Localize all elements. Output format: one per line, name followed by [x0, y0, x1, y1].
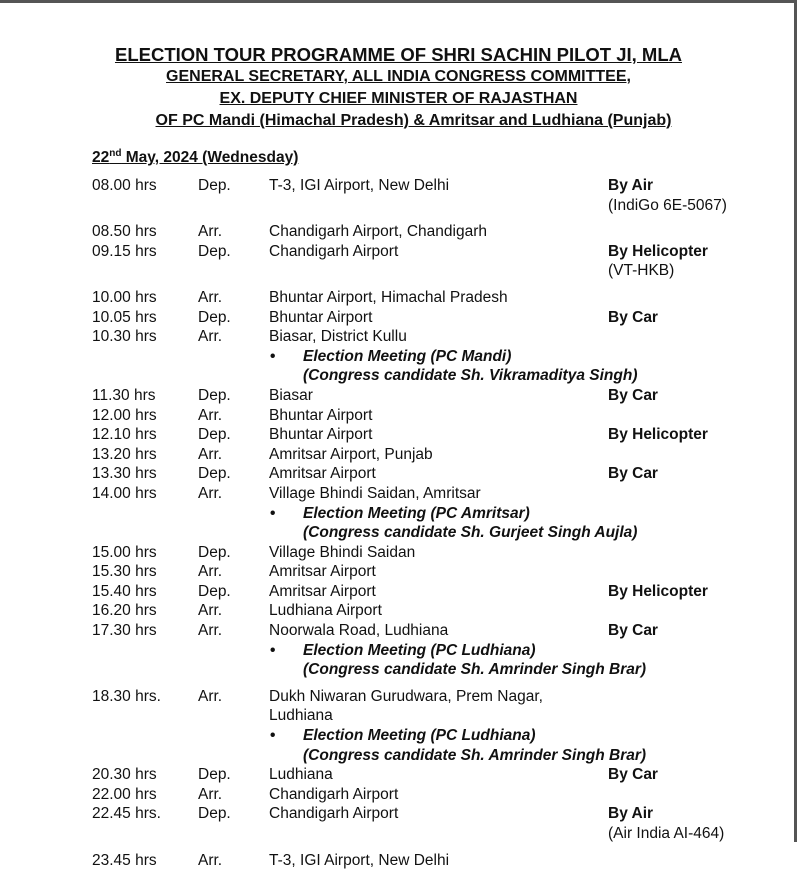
- row-place: Dukh Niwaran Gurudwara, Prem Nagar,: [269, 687, 543, 705]
- row-time: 08.00 hrs: [92, 177, 157, 194]
- row-action: Dep.: [198, 805, 231, 823]
- row-action: Arr.: [198, 484, 223, 502]
- row-time: 17.30 hrs: [92, 622, 157, 640]
- flight-number: (Air India AI-464): [608, 825, 725, 842]
- row-place: Chandigarh Airport: [269, 785, 399, 803]
- schedule-row: [0, 288, 797, 308]
- row-action: Arr.: [198, 851, 223, 869]
- schedule-row-detail: [0, 196, 797, 216]
- bullet-icon: •: [270, 347, 276, 365]
- row-action: Arr.: [198, 223, 223, 241]
- row-action: Dep.: [198, 543, 231, 561]
- meeting-candidate-row: [0, 660, 797, 680]
- row-time: 12.10 hrs: [92, 426, 157, 444]
- row-mode: By Car: [608, 465, 658, 483]
- document-title: ELECTION TOUR PROGRAMME OF SHRI SACHIN PILOT JI, MLA: [114, 44, 682, 65]
- row-mode: By Air: [608, 177, 654, 194]
- helicopter-registration: (VT-HKB): [608, 262, 675, 280]
- schedule-row: [0, 765, 797, 785]
- row-time: 22.45 hrs.: [92, 805, 161, 823]
- schedule-row: [0, 621, 797, 641]
- header-constituencies: OF PC Mandi (Himachal Pradesh) & Amritsar and Ludhiana (Punjab): [155, 112, 672, 129]
- row-action: Arr.: [198, 328, 223, 346]
- row-mode: By Car: [608, 766, 658, 784]
- schedule-row: [0, 785, 797, 805]
- date-day: 22: [92, 149, 110, 167]
- row-time: 12.00 hrs: [92, 406, 157, 424]
- schedule-row: [0, 327, 797, 347]
- row-place: Amritsar Airport: [269, 563, 376, 581]
- row-place-continued: Ludhiana: [269, 707, 333, 725]
- row-action: Arr.: [198, 687, 223, 705]
- row-time: 22.00 hrs: [92, 785, 157, 803]
- meeting-candidate: (Congress candidate Sh. Amrinder Singh Brar): [303, 661, 647, 679]
- row-time: 23.45 hrs: [92, 851, 157, 869]
- row-action: Dep.: [198, 465, 231, 483]
- row-time: 10.05 hrs: [92, 308, 157, 326]
- header-former-post: EX. DEPUTY CHIEF MINISTER OF RAJASTHAN: [219, 90, 578, 107]
- meeting-title: Election Meeting (PC Amritsar): [303, 504, 530, 522]
- row-place: Noorwala Road, Ludhiana: [269, 622, 449, 640]
- row-place: Village Bhindi Saidan, Amritsar: [269, 484, 481, 502]
- row-time: 11.30 hrs: [92, 386, 156, 404]
- row-action: Dep.: [198, 426, 231, 444]
- row-action: Arr.: [198, 622, 223, 640]
- row-time: 10.30 hrs: [92, 328, 157, 346]
- row-place: Chandigarh Airport: [269, 805, 399, 823]
- row-place: Bhuntar Airport, Himachal Pradesh: [269, 288, 508, 306]
- date-rest: May, 2024 (Wednesday): [121, 149, 299, 167]
- row-place: Bhuntar Airport: [269, 426, 373, 444]
- row-place: Village Bhindi Saidan: [269, 543, 416, 561]
- row-mode: By Car: [608, 386, 658, 404]
- row-place: Amritsar Airport: [269, 465, 376, 483]
- row-place: Bhuntar Airport: [269, 308, 373, 326]
- schedule-row: [0, 543, 797, 563]
- row-place: Chandigarh Airport: [269, 242, 399, 260]
- row-time: 13.20 hrs: [92, 445, 157, 463]
- row-action: Arr.: [198, 445, 223, 463]
- meeting-row: [0, 347, 797, 367]
- row-mode: By Air: [608, 805, 654, 823]
- schedule-row-detail: [0, 824, 797, 844]
- row-place: Amritsar Airport, Punjab: [269, 445, 433, 463]
- row-action: Arr.: [198, 602, 223, 620]
- schedule-row: [0, 425, 797, 445]
- row-mode: By Car: [608, 622, 658, 640]
- row-time: 08.50 hrs: [92, 223, 157, 241]
- row-action: Dep.: [198, 242, 231, 260]
- row-time: 15.40 hrs: [92, 582, 157, 600]
- schedule-row: [0, 386, 797, 406]
- row-mode: By Helicopter: [608, 242, 708, 260]
- row-place: Biasar, District Kullu: [269, 328, 407, 346]
- schedule-row: [0, 222, 797, 242]
- row-place: Chandigarh Airport, Chandigarh: [269, 223, 487, 241]
- row-action: Dep.: [198, 386, 231, 404]
- schedule-row: [0, 308, 797, 328]
- meeting-row: [0, 504, 797, 524]
- meeting-title: Election Meeting (PC Mandi): [303, 347, 512, 365]
- row-time: 18.30 hrs.: [92, 687, 161, 705]
- document-header: [0, 44, 797, 132]
- header-designation: GENERAL SECRETARY, ALL INDIA CONGRESS COMMITTEE,: [166, 68, 631, 85]
- schedule-row: [0, 687, 797, 707]
- schedule-row-detail: [0, 706, 797, 726]
- row-time: 10.00 hrs: [92, 288, 157, 306]
- bullet-icon: •: [270, 504, 276, 522]
- meeting-candidate-row: [0, 366, 797, 386]
- meeting-title: Election Meeting (PC Ludhiana): [303, 641, 536, 659]
- row-action: Dep.: [198, 177, 231, 194]
- row-place: Amritsar Airport: [269, 582, 376, 600]
- schedule-row: [0, 804, 797, 824]
- schedule-row: [0, 242, 797, 262]
- schedule-row: [0, 851, 797, 870]
- meeting-row: [0, 641, 797, 661]
- schedule-row-detail: [0, 261, 797, 281]
- schedule-row: [0, 562, 797, 582]
- meeting-candidate-row: [0, 523, 797, 543]
- row-action: Dep.: [198, 766, 231, 784]
- row-mode: By Car: [608, 308, 658, 326]
- row-time: 20.30 hrs: [92, 766, 157, 784]
- meeting-candidate-row: [0, 746, 797, 766]
- meeting-row: [0, 726, 797, 746]
- row-time: 09.15 hrs: [92, 242, 157, 260]
- row-mode: By Helicopter: [608, 582, 708, 600]
- row-place: Bhuntar Airport: [269, 406, 373, 424]
- row-place: T-3, IGI Airport, New Delhi: [269, 177, 450, 194]
- row-action: Dep.: [198, 582, 231, 600]
- meeting-title: Election Meeting (PC Ludhiana): [303, 727, 536, 745]
- schedule-row: [0, 176, 797, 196]
- row-place: T-3, IGI Airport, New Delhi: [269, 851, 450, 869]
- row-time: 15.00 hrs: [92, 543, 157, 561]
- row-action: Arr.: [198, 785, 223, 803]
- row-time: 13.30 hrs: [92, 465, 157, 483]
- row-place: Ludhiana Airport: [269, 602, 382, 620]
- row-time: 15.30 hrs: [92, 563, 157, 581]
- row-time: 14.00 hrs: [92, 484, 157, 502]
- schedule-row: [0, 601, 797, 621]
- tour-date: [92, 148, 298, 167]
- schedule-row: [0, 406, 797, 426]
- row-action: Arr.: [198, 563, 223, 581]
- schedule-row: [0, 445, 797, 465]
- schedule-row: [0, 582, 797, 602]
- row-action: Arr.: [198, 288, 223, 306]
- row-mode: By Helicopter: [608, 426, 708, 444]
- row-time: 16.20 hrs: [92, 602, 157, 620]
- bullet-icon: •: [270, 641, 276, 659]
- meeting-candidate: (Congress candidate Sh. Gurjeet Singh Aujla): [303, 524, 638, 542]
- schedule-list: [0, 176, 797, 870]
- row-action: Arr.: [198, 406, 223, 424]
- meeting-candidate: (Congress candidate Sh. Amrinder Singh Brar): [303, 746, 647, 764]
- row-place: Ludhiana: [269, 766, 333, 784]
- schedule-row: [0, 484, 797, 504]
- date-suffix: nd: [109, 148, 122, 159]
- schedule-row: [0, 464, 797, 484]
- row-action: Dep.: [198, 308, 231, 326]
- flight-number: (IndiGo 6E-5067): [608, 196, 727, 214]
- row-place: Biasar: [269, 386, 313, 404]
- meeting-candidate: (Congress candidate Sh. Vikramaditya Singh): [303, 367, 638, 385]
- bullet-icon: •: [270, 727, 276, 745]
